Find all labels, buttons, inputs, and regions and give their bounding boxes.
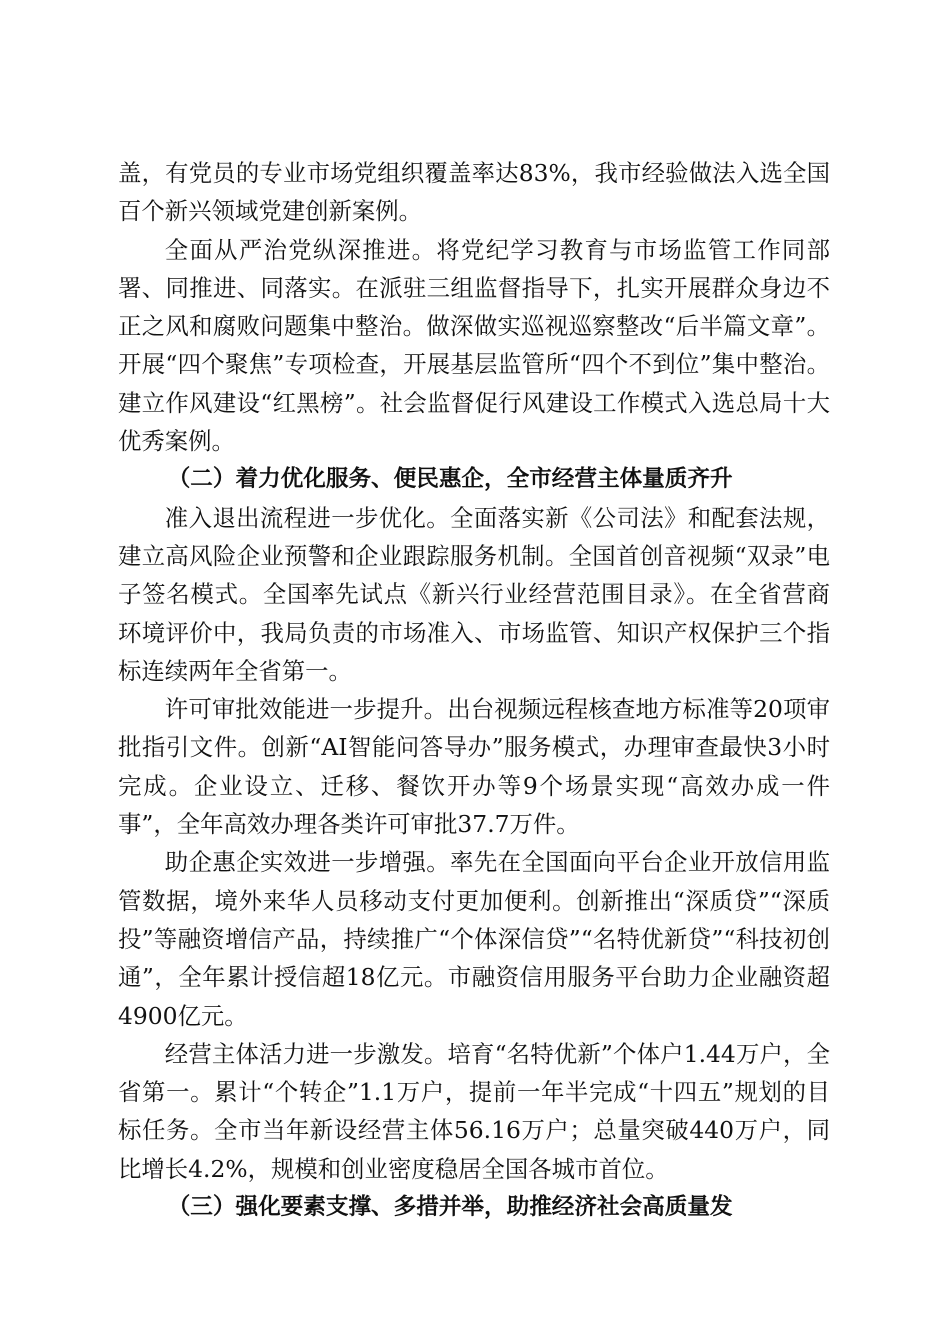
document-page (118, 154, 830, 1226)
paragraph-party-discipline: 全面从严治党纵深推进。将党纪学习教育与市场监管工作同部署、同推进、同落实。在派驻三组监督指导下，扎实开展群众身边不正之风和腐败问题集中整治。做深做实巡视巡察整改“后半篇文章”。开展“四个聚焦”专项检查，开展基层监管所“四个不到位”集中整治。建立作风建设“红黑榜”。社会监督促行风建设工作模式入选总局十大优秀案例。 (118, 235, 830, 456)
paragraph-business-vitality: 经营主体活力进一步激发。培育“名特优新”个体户1.44万户，全省第一。累计“个转企”1.1万户，提前一年半完成“十四五”规划的目标任务。全市当年新设经营主体56.16万户；总量突破440万户，同比增长4.2%，规模和创业密度稳居全国各城市首位。 (118, 1039, 830, 1183)
paragraph-continuation: 盖，有党员的专业市场党组织覆盖率达83%，我市经验做法入选全国百个新兴领域党建创新案例。 (118, 159, 830, 226)
section-heading-3: （三）强化要素支撑、多措并举，助推经济社会高质量发 (167, 1194, 733, 1221)
paragraph-market-entry: 准入退出流程进一步优化。全面落实新《公司法》和配套法规，建立高风险企业预警和企业跟踪服务机制。全国首创音视频“双录”电子签名模式。全国率先试点《新兴行业经营范围目录》。在全省营商环境评价中，我局负责的市场准入、市场监管、知识产权保护三个指标连续两年全省第一。 (118, 503, 830, 685)
paragraph-enterprise-support: 助企惠企实效进一步增强。率先在全国面向平台企业开放信用监管数据，境外来华人员移动支付更加便利。创新推出“深质贷”“深质投”等融资增信产品，持续推广“个体深信贷”“名特优新贷”“科技初创通”，全年累计授信超18亿元。市融资信用服务平台助力企业融资超4900亿元。 (118, 848, 830, 1030)
section-heading-2: （二）着力优化服务、便民惠企，全市经营主体量质齐升 (167, 466, 733, 493)
paragraph-licensing-approval: 许可审批效能进一步提升。出台视频远程核查地方标准等20项审批指引文件。创新“AI智能问答导办”服务模式，办理审查最快3小时完成。企业设立、迁移、餐饮开办等9个场景实现“高效办成一件事”，全年高效办理各类许可审批37.7万件。 (118, 695, 830, 839)
